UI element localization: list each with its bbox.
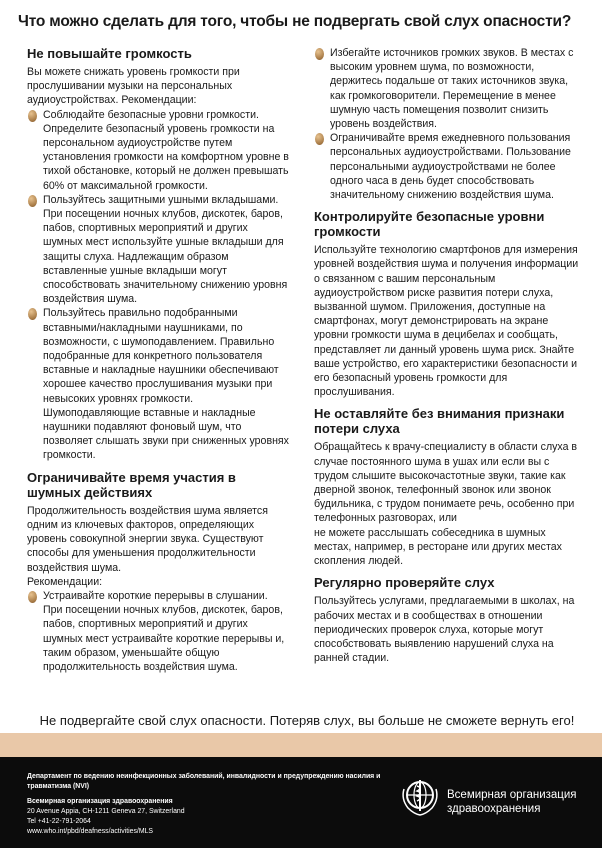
bullet-icon xyxy=(315,133,324,145)
recommendations-label: Рекомендации: xyxy=(27,575,103,588)
list-item: Устраивайте короткие перерывы в слушании. При посещении ночных клубов, дискотек, баров, пабов, спортивных мероприятий и других шумных мест устраивайте короткие перерывы и, таким образом, уменьшайте общую продолжительность воздействия шума. xyxy=(27,589,289,674)
section-heading-safe-levels: Контролируйте безопасные уровни громкости xyxy=(314,209,545,240)
bullet-icon xyxy=(28,110,37,122)
footer-slogan: Не подвергайте свой слух опасности. Потеряв слух, вы больше не сможете вернуть его! xyxy=(39,713,575,728)
list-item: Пользуйтесь защитными ушными вкладышами. При посещении ночных клубов, дискотек, баров, пабов, спортивных мероприятий и других шумных мест используйте ушные вкладыши для защиты слуха. Надлежащим образом вставленные ушные вкладыши могут способствовать значительному снижению уровня воздействия шума. xyxy=(27,193,289,307)
section-body: Обращайтесь к врачу-специалисту в области слуха в случае постоянного шума в ушах или если вы с трудом слышите высокочастотные звуки, такие как дверной звонок, телефонный звонок или звонок будильника, с трудом понимаете речь, особенно при телефонных разговорах, или xyxy=(314,441,578,525)
section-heading-time: Ограничивайте время участия в шумных действиях xyxy=(27,469,236,500)
telephone: Tel +41-22-791-2064 xyxy=(27,818,91,825)
section-heading-signs: Не оставляйте без внимания признаки потери слуха xyxy=(314,406,565,437)
right-column xyxy=(314,46,580,665)
section-intro: Продолжительность воздействия шума является одним из ключевых факторов, определяющих уровень совокупной энергии звука. Существуют способы для уменьшения продолжительности воздействия шума. xyxy=(27,504,268,574)
who-logo xyxy=(398,775,588,825)
bullet-icon xyxy=(28,195,37,207)
section-body: не можете расслышать собеседника в шумных местах, например, в ресторане или других местах скопления людей. xyxy=(314,526,562,568)
contact-block xyxy=(27,797,387,837)
section-heading-volume: Не повышайте громкость xyxy=(27,46,192,61)
department-name: Департамент по ведению неинфекционных заболеваний, инвалидности и предупреждению насилия и травматизма (NVI) xyxy=(27,773,381,790)
list-item: Пользуйтесь правильно подобранными вставными/накладными наушниками, по возможности, с шумоподавлением. Правильно подобранные для конкретного пользователя вставные и накладные наушники обеспечивают хорошее качество прослушивания музыки при невысоких уровнях громкости. Шумоподавляющие вставные и накладные наушники подавляют фоновый шум, что позволяет слышать звуки при сниженных уровнях громкости. xyxy=(27,306,289,462)
section-heading-checkups: Регулярно проверяйте слух xyxy=(314,575,495,591)
section-body: Используйте технологию смартфонов для измерения уровней воздействия шума и получения информации о связанном с вашим персональным аудиоустройством риске развития потери слуха, вызванной шумом. Приложения, доступные на смартфонах, могут демонстрировать на экране уровни громкости шума в децибелах и сообщать, представляет ли данный уровень шума риск. Знайте ваше устройство, его характеристики безопасности и его безопасный уровень громкости для прослушивания. xyxy=(314,244,579,399)
org-name: Всемирная организация здравоохранения xyxy=(27,798,173,805)
who-logo-text: Всемирная организация здравоохранения xyxy=(447,789,577,815)
section-body: Пользуйтесь услугами, предлагаемыми в школах, на рабочих местах и в сообществах в отношении периодических проверок слуха, которые могут способствовать выявлению нарушений слуха на ранней стадии. xyxy=(314,595,575,665)
section-intro: Вы можете снижать уровень громкости при прослушивании музыки на персональных аудиоустройствах. Рекомендации: xyxy=(27,66,240,107)
list-item: Соблюдайте безопасные уровни громкости. Определите безопасный уровень громкости на персональном аудиоустройстве путем установления громкости на комфортном уровне в тихой обстановке, который не должен превышать 60% от максимальной громкости. xyxy=(27,108,289,193)
address: 20 Avenue Appia, CH-1211 Geneva 27, Switzerland xyxy=(27,808,185,815)
page-title: Что можно сделать для того, чтобы не подвергать свой слух опасности? xyxy=(18,13,572,30)
who-emblem-icon xyxy=(398,775,442,819)
bullet-icon xyxy=(28,308,37,320)
footer xyxy=(0,757,602,848)
list-item: Избегайте источников громких звуков. В местах с высоким уровнем шума, по возможности, держитесь подальше от таких источников звука, как громкоговорители. Перемещение в менее шумную часть помещения позволит снизить уровень воздействия. xyxy=(314,46,580,131)
bullet-icon xyxy=(28,591,37,603)
accent-band xyxy=(0,733,602,757)
bullet-icon xyxy=(315,48,324,60)
left-column xyxy=(27,46,289,674)
website-link[interactable]: www.who.int/pbd/deafness/activities/MLS xyxy=(27,828,154,835)
list-item: Ограничивайте время ежедневного пользования персональных аудиоустройствами. Пользование персональными аудиоустройствами не более одного часа в день будет способствовать значительному снижению воздействия шума. xyxy=(314,131,580,202)
